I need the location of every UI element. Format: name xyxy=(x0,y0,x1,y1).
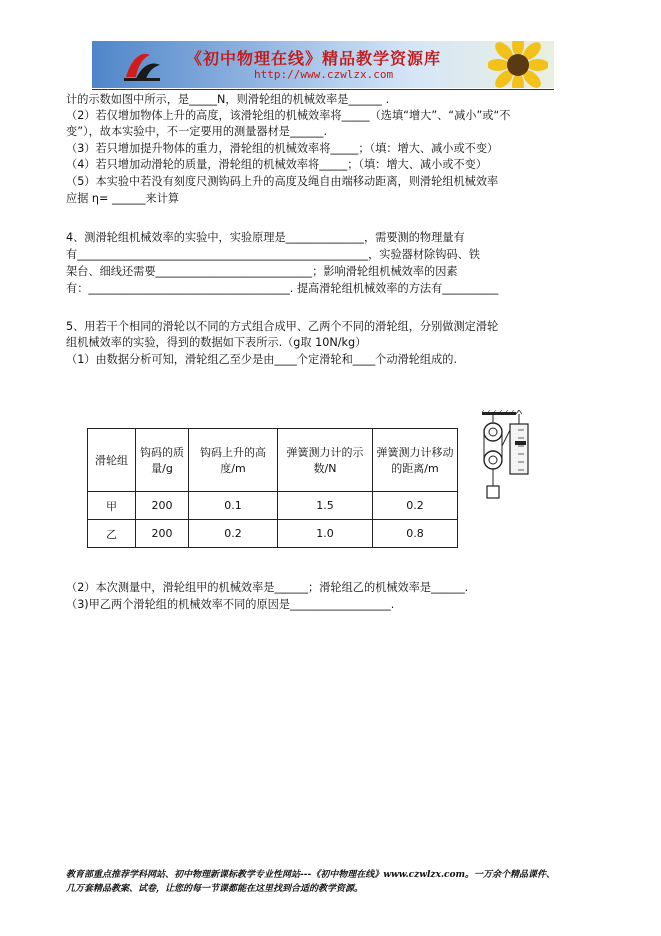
question-4-line-1: 4、测滑轮组机械效率的实验中，实验原理是______________，需要测的物理量有 xyxy=(66,231,465,244)
question-4-line-2: 有____________________________________________________，实验器材除钩码、铁 xyxy=(66,248,480,261)
header-banner xyxy=(92,41,554,88)
text-line-5: （4）若只增加动滑轮的质量，滑轮组的机械效率将_____；（填：增大、减小或不变） xyxy=(66,158,488,171)
table-header-row xyxy=(88,429,458,492)
table-cell: 200 xyxy=(136,520,189,548)
table-cell: 甲 xyxy=(88,492,136,520)
text-line-3: 变”），故本实验中，不一定要用的测量器材是______. xyxy=(66,125,328,138)
table-header-cell: 钩码上升的高度/m xyxy=(189,429,278,492)
table-cell: 0.2 xyxy=(189,520,278,548)
text-line-4: （3）若只增加提升物体的重力，滑轮组的机械效率将_____；（填：增大、减小或不变） xyxy=(66,142,499,155)
table-cell: 0.1 xyxy=(189,492,278,520)
text-line-7: 应据 η= ______来计算 xyxy=(66,192,180,205)
table-cell: 0.8 xyxy=(373,520,458,548)
footer-line-2: 几万套精品教案、试卷，让您的每一节课都能在这里找到合适的教学资源。 xyxy=(66,884,364,894)
question-4-line-4: 有：____________________________________. 提高滑轮组机械效率的方法有__________ xyxy=(66,282,499,295)
question-5-line-2: 组机械效率的实验，得到的数据如下表所示.（g取 10N/kg） xyxy=(66,336,367,349)
text-line-2: （2）若仅增加物体上升的高度，该滑轮组的机械效率将_____（选填“增大”、“减小”或“不 xyxy=(66,109,511,122)
question-5-line-3: （1）由数据分析可知，滑轮组乙至少是由____个定滑轮和____个动滑轮组成的. xyxy=(66,353,458,366)
header-rule xyxy=(92,89,554,90)
pulley-data-table xyxy=(87,428,458,548)
table-cell: 乙 xyxy=(88,520,136,548)
pulley-diagram-icon xyxy=(478,410,550,502)
table-cell: 1.5 xyxy=(278,492,373,520)
table-header-cell: 钩码的质量/g xyxy=(136,429,189,492)
table-row xyxy=(88,492,458,520)
table-cell: 200 xyxy=(136,492,189,520)
site-logo-icon xyxy=(122,47,162,83)
table-cell: 0.2 xyxy=(373,492,458,520)
banner-title: 《初中物理在线》精品教学资源库 xyxy=(186,49,442,68)
text-line-1: 计的示数如图中所示，是_____N，则滑轮组的机械效率是______ . xyxy=(66,93,390,106)
table-row xyxy=(88,520,458,548)
question-4-line-3: 架台、细线还需要____________________________；影响滑轮组机械效率的因素 xyxy=(66,265,458,278)
question-5-line-1: 5、用若干个相同的滑轮以不同的方式组合成甲、乙两个不同的滑轮组，分别做测定滑轮 xyxy=(66,320,499,333)
banner-url: http://www.czwlzx.com xyxy=(254,68,394,81)
sunflower-icon xyxy=(488,41,548,88)
footer-line-1: 教育部重点推荐学科网站、初中物理新课标教学专业性网站---《初中物理在线》www.czwlzx.com。一万余个精品课件、 xyxy=(66,870,556,880)
text-line-6: （5）本实验中若没有刻度尺测钩码上升的高度及绳自由端移动距离，则滑轮组机械效率 xyxy=(66,175,499,188)
question-5-line-4: （2）本次测量中，滑轮组甲的机械效率是______；滑轮组乙的机械效率是______. xyxy=(66,581,469,594)
table-header-cell: 弹簧测力计移动的距离/m xyxy=(373,429,458,492)
table-cell: 1.0 xyxy=(278,520,373,548)
question-5-line-5: （3)甲乙两个滑轮组的机械效率不同的原因是__________________. xyxy=(66,598,395,611)
table-header-cell: 弹簧测力计的示数/N xyxy=(278,429,373,492)
table-header-cell: 滑轮组 xyxy=(88,429,136,492)
